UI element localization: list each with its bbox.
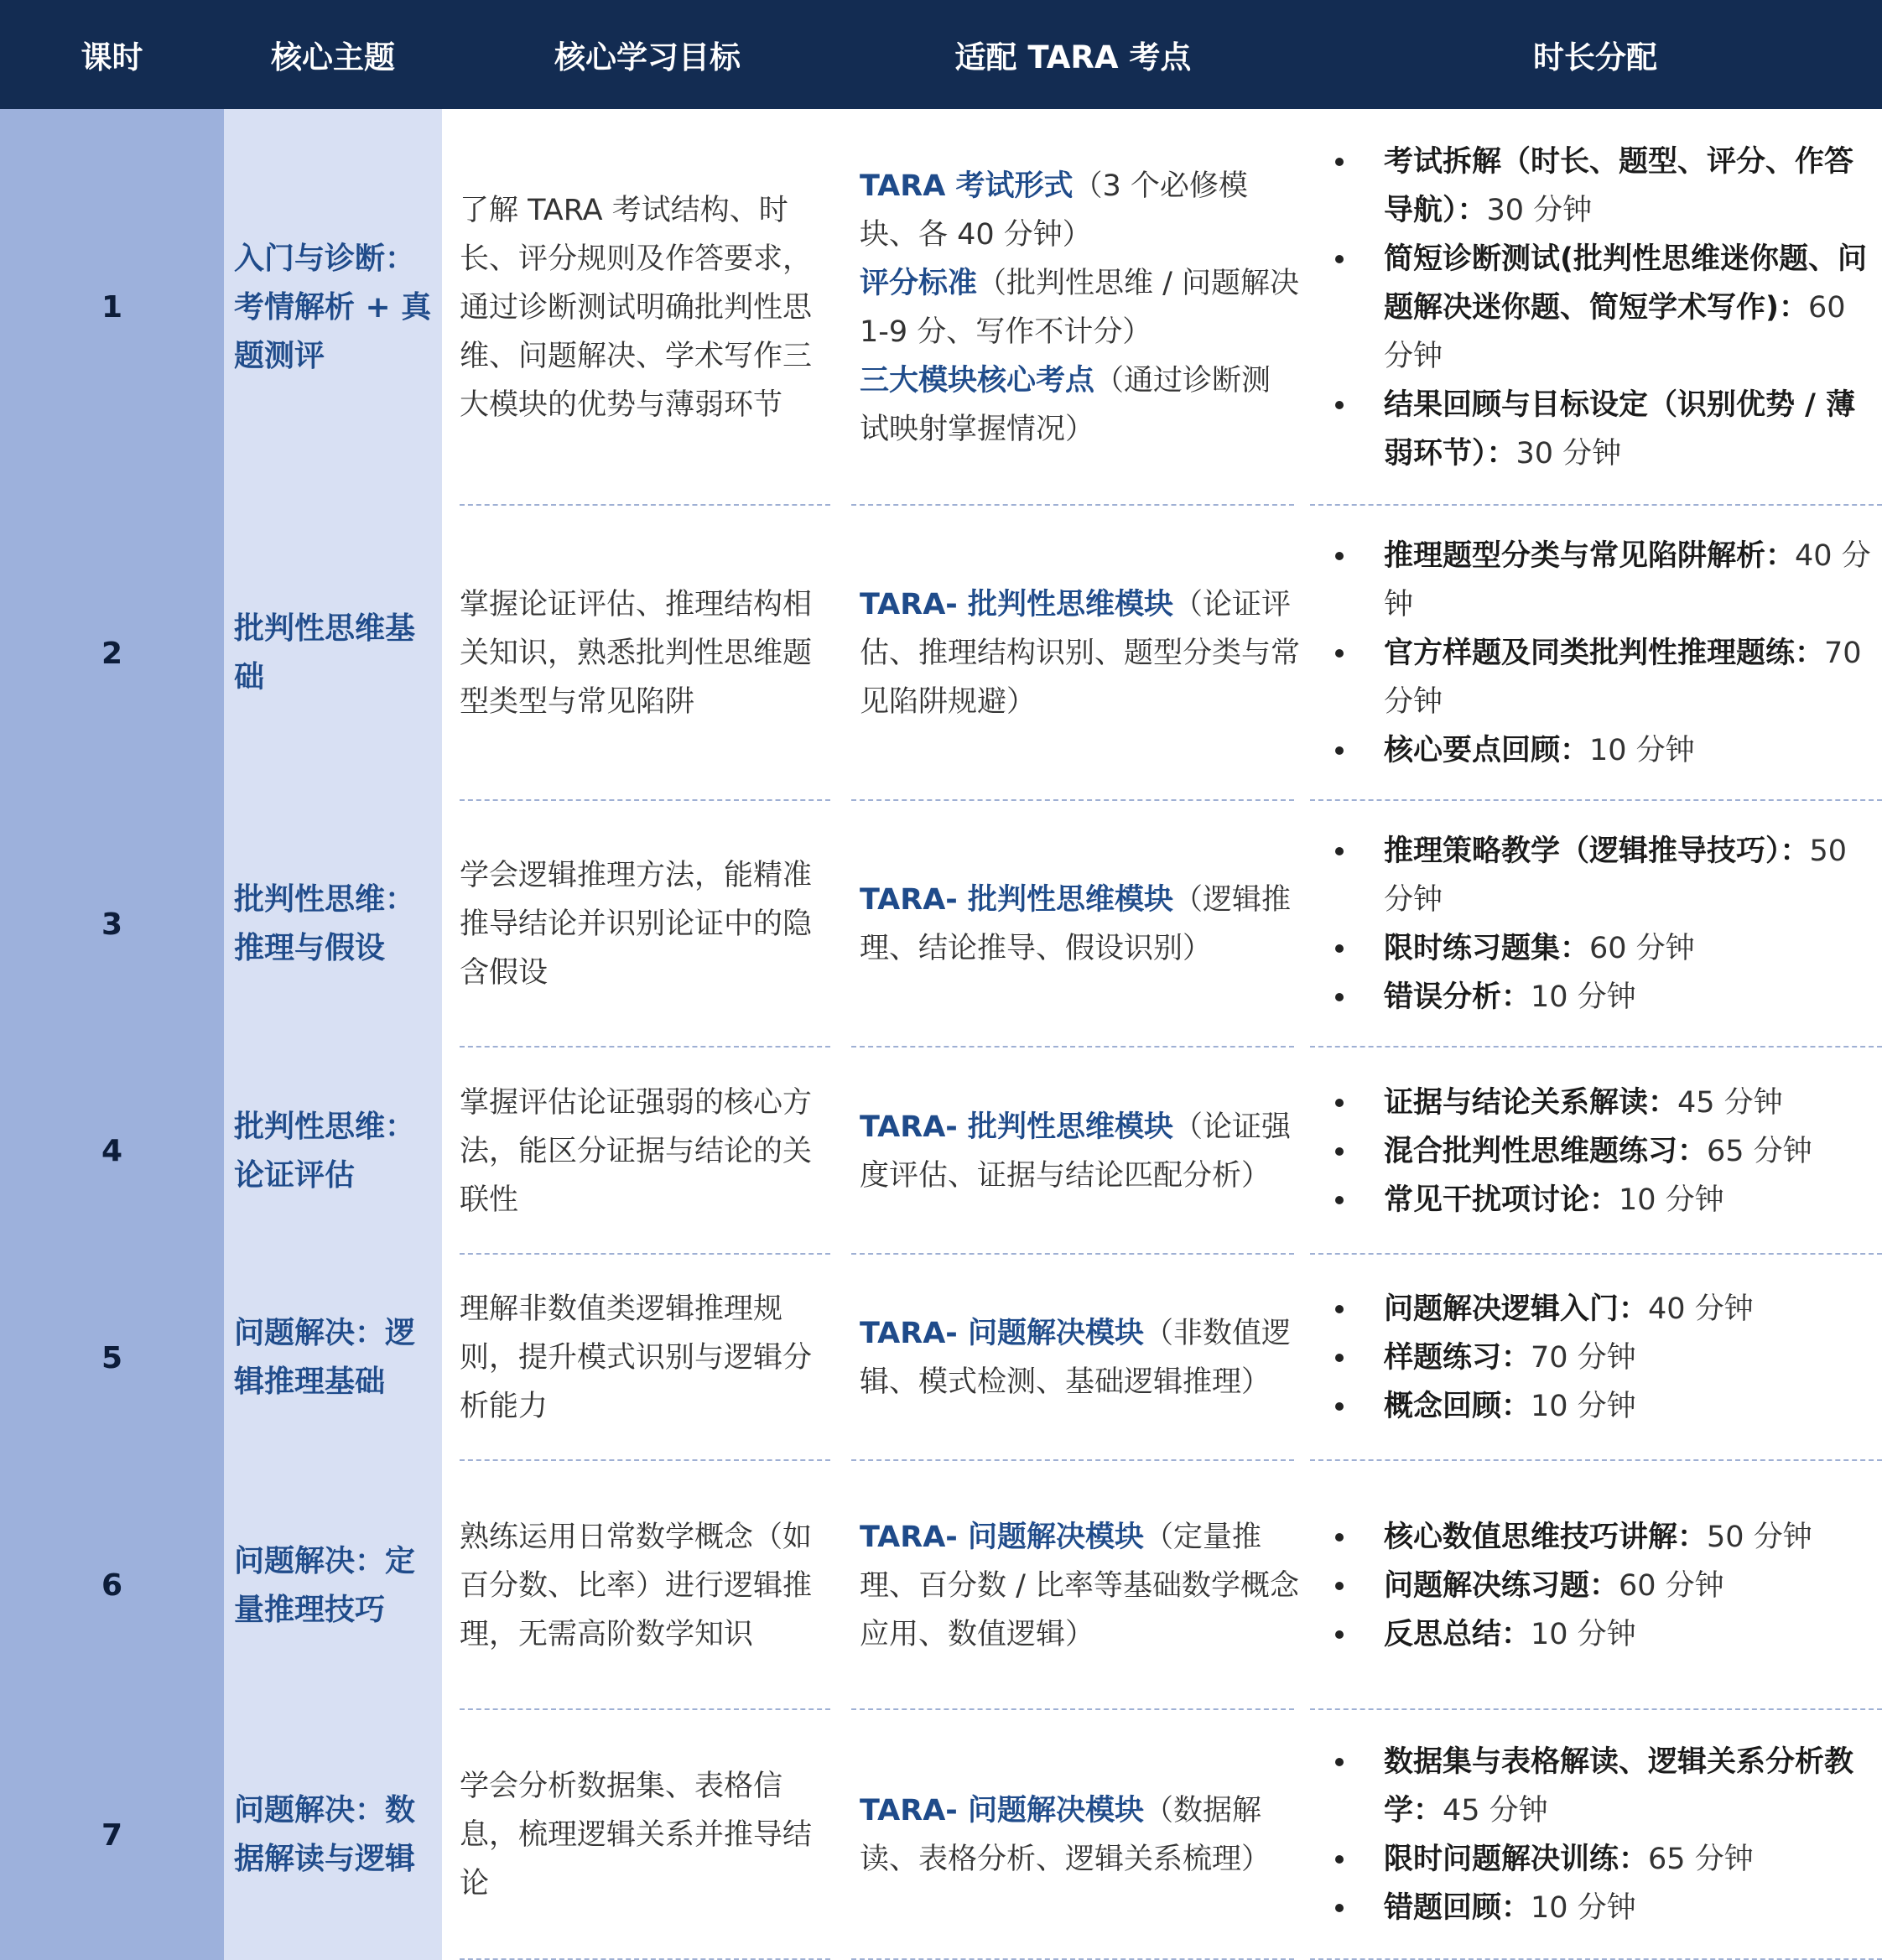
header-tara-points: 适配 TARA 考点: [954, 39, 1192, 75]
topic-text: 问题解决：定量推理技巧: [234, 1543, 416, 1627]
objective-text: 理解非数值类逻辑推理规则，提升模式识别与逻辑分析能力: [460, 1292, 813, 1423]
duration-cell: [1325, 1048, 1874, 1255]
tara-points-cell: [860, 1048, 1300, 1255]
table-row: [0, 109, 1882, 506]
topic-text: 入门与诊断：考情解析 + 真题测评: [234, 241, 432, 373]
bullet-icon: [1335, 1147, 1344, 1156]
duration-list: [1325, 1513, 1874, 1659]
tara-point-title: TARA- 问题解决模块: [860, 1794, 1144, 1827]
objective-text: 熟练运用日常数学概念（如百分数、比率）进行逻辑推理，无需高阶数学知识: [460, 1520, 813, 1651]
bullet-icon: [1335, 255, 1344, 263]
duration-label: 数据集与表格解读、逻辑关系分析教学：: [1384, 1745, 1854, 1827]
duration-item: [1325, 1079, 1874, 1127]
topic-cell: [224, 1461, 442, 1710]
tara-point-desc: （论证强度评估、证据与结论匹配分析）: [860, 1110, 1292, 1193]
duration-label: 考试拆解（时长、题型、评分、作答导航）：: [1384, 144, 1854, 227]
duration-cell: [1325, 1461, 1874, 1710]
duration-label: 限时问题解决训练：: [1384, 1843, 1649, 1876]
duration-item: [1325, 381, 1874, 478]
duration-label: 反思总结：: [1384, 1617, 1531, 1651]
objective-text: 学会分析数据集、表格信息，梳理逻辑关系并推导结论: [460, 1770, 813, 1900]
objective-text: 掌握论证评估、推理结构相关知识，熟悉批判性思维题型类型与常见陷阱: [460, 588, 813, 719]
duration-list: [1325, 1738, 1874, 1932]
tara-point-desc: （非数值逻辑、模式检测、基础逻辑推理）: [860, 1317, 1292, 1399]
table-row: [0, 506, 1882, 801]
duration-list: [1325, 532, 1874, 775]
tara-point: [860, 1103, 1300, 1200]
duration-value: 10 分钟: [1531, 1891, 1636, 1925]
topic-text: 批判性思维基础: [234, 611, 416, 694]
duration-value: 60 分钟: [1589, 932, 1695, 965]
bullet-icon: [1335, 401, 1344, 409]
tara-points-cell: [860, 1255, 1300, 1461]
duration-value: 45 分钟: [1677, 1085, 1783, 1120]
duration-label: 简短诊断测试(批判性思维迷你题、问题解决迷你题、简短学术写作)：: [1384, 242, 1867, 325]
tara-points-cell: [860, 1461, 1300, 1710]
tara-points-cell: [860, 801, 1300, 1048]
bullet-icon: [1335, 1630, 1344, 1639]
tara-points-cell: [860, 506, 1300, 801]
duration-label: 核心要点回顾：: [1384, 734, 1590, 767]
topic-text: 批判性思维：论证评估: [234, 1109, 416, 1193]
duration-cell: [1325, 506, 1874, 801]
duration-value: 70 分钟: [1531, 1341, 1636, 1375]
duration-item: [1325, 629, 1874, 726]
bullet-icon: [1335, 1855, 1344, 1864]
duration-value: 65 分钟: [1648, 1843, 1754, 1876]
duration-item: [1325, 827, 1874, 924]
objective-cell: [460, 1255, 837, 1461]
bullet-icon: [1335, 1305, 1344, 1313]
duration-item: [1325, 973, 1874, 1022]
duration-item: [1325, 1334, 1874, 1382]
tara-point-desc: （逻辑推理、结论推导、假设识别）: [860, 883, 1292, 965]
duration-label: 结果回顾与目标设定（识别优势 / 薄弱环节）：: [1384, 387, 1856, 471]
topic-text: 问题解决：数据解读与逻辑: [234, 1793, 416, 1876]
lesson-number: 6: [0, 1461, 224, 1710]
duration-value: 65 分钟: [1707, 1134, 1812, 1168]
header-objective: 核心学习目标: [554, 39, 741, 75]
duration-label: 问题解决练习题：: [1384, 1568, 1619, 1603]
duration-label: 混合批判性思维题练习：: [1384, 1134, 1708, 1168]
duration-value: 10 分钟: [1531, 1617, 1636, 1651]
lesson-number: 3: [0, 801, 224, 1048]
duration-item: [1325, 924, 1874, 973]
objective-text: 学会逻辑推理方法，能精准推导结论并识别论证中的隐含假设: [460, 859, 813, 990]
duration-item: [1325, 532, 1874, 629]
bullet-icon: [1335, 649, 1344, 658]
table-row: [0, 801, 1882, 1048]
lesson-number: 1: [0, 109, 224, 506]
tara-point: [860, 876, 1300, 973]
topic-cell: [224, 1255, 442, 1461]
bullet-icon: [1335, 1758, 1344, 1766]
objective-cell: [460, 109, 837, 506]
duration-item: [1325, 1738, 1874, 1835]
bullet-icon: [1335, 1533, 1344, 1541]
duration-item: [1325, 726, 1874, 775]
bullet-icon: [1335, 1196, 1344, 1204]
topic-text: 批判性思维：推理与假设: [234, 882, 416, 965]
bullet-icon: [1335, 847, 1344, 855]
bullet-icon: [1335, 552, 1344, 560]
duration-label: 常见干扰项讨论：: [1384, 1183, 1619, 1217]
objective-cell: [460, 1461, 837, 1710]
bullet-icon: [1335, 158, 1344, 166]
bullet-icon: [1335, 1402, 1344, 1411]
duration-item: [1325, 1884, 1874, 1932]
duration-label: 推理策略教学（逻辑推导技巧）：: [1384, 834, 1810, 868]
duration-cell: [1325, 1710, 1874, 1960]
objective-cell: [460, 506, 837, 801]
duration-item: [1325, 1562, 1874, 1610]
duration-list: [1325, 1285, 1874, 1431]
duration-cell: [1325, 109, 1874, 506]
tara-point: [860, 1309, 1300, 1406]
duration-cell: [1325, 801, 1874, 1048]
bullet-icon: [1335, 944, 1344, 953]
tara-point-desc: （定量推理、百分数 / 比率等基础数学概念应用、数值逻辑）: [860, 1520, 1300, 1651]
tara-point-title: TARA- 问题解决模块: [860, 1520, 1144, 1554]
tara-point-title: TARA 考试形式: [860, 169, 1074, 203]
duration-label: 样题练习：: [1384, 1341, 1531, 1375]
duration-value: 40 分钟: [1648, 1292, 1754, 1326]
tara-point-title: TARA- 批判性思维模块: [860, 883, 1173, 917]
objective-cell: [460, 1710, 837, 1960]
duration-item: [1325, 1382, 1874, 1431]
duration-value: 50 分钟: [1384, 834, 1848, 917]
header-topic: 核心主题: [271, 39, 395, 75]
duration-label: 限时练习题集：: [1384, 932, 1590, 965]
header-lesson: 课时: [81, 39, 143, 75]
duration-cell: [1325, 1255, 1874, 1461]
duration-value: 45 分钟: [1443, 1794, 1548, 1827]
duration-label: 错误分析：: [1384, 980, 1531, 1014]
tara-points-cell: [860, 1710, 1300, 1960]
tara-point-title: TARA- 问题解决模块: [860, 1317, 1144, 1350]
duration-item: [1325, 235, 1874, 381]
objective-cell: [460, 801, 837, 1048]
topic-text: 问题解决：逻辑推理基础: [234, 1316, 416, 1399]
tara-point-desc: （论证评估、推理结构识别、题型分类与常见陷阱规避）: [860, 588, 1301, 719]
duration-value: 30 分钟: [1486, 193, 1593, 227]
tara-point: [860, 162, 1300, 259]
duration-item: [1325, 1285, 1874, 1334]
tara-point-desc: （批判性思维 / 问题解决 1-9 分、写作不计分）: [860, 266, 1300, 349]
lesson-number: 7: [0, 1710, 224, 1960]
table-row: [0, 1048, 1882, 1255]
objective-text: 了解 TARA 考试结构、时长、评分规则及作答要求，通过诊断测试明确批判性思维、问题解决、学术写作三大模块的优势与薄弱环节: [460, 193, 813, 422]
duration-value: 10 分钟: [1531, 980, 1636, 1014]
tara-points-cell: [860, 109, 1300, 506]
duration-value: 10 分钟: [1619, 1183, 1724, 1217]
tara-point-desc: （通过诊断测试映射掌握情况）: [860, 363, 1271, 446]
duration-value: 50 分钟: [1707, 1520, 1812, 1554]
tara-point: [860, 1786, 1300, 1884]
tara-point-title: 评分标准: [860, 266, 978, 300]
tara-point-title: 三大模块核心考点: [860, 363, 1095, 398]
bullet-icon: [1335, 1904, 1344, 1912]
duration-item: [1325, 1835, 1874, 1884]
tara-point-desc: （3 个必修模块、各 40 分钟）: [860, 169, 1248, 252]
duration-label: 推理题型分类与常见陷阱解析：: [1384, 539, 1796, 573]
tara-point: [860, 580, 1300, 726]
table-header: [0, 0, 1882, 109]
topic-cell: [224, 801, 442, 1048]
header-duration: 时长分配: [1533, 39, 1657, 75]
duration-label: 概念回顾：: [1384, 1390, 1531, 1423]
objective-cell: [460, 1048, 837, 1255]
bullet-icon: [1335, 1582, 1344, 1590]
duration-item: [1325, 1127, 1874, 1176]
tara-point: [860, 356, 1300, 454]
duration-label: 官方样题及同类批判性推理题练：: [1384, 637, 1825, 670]
duration-item: [1325, 1610, 1874, 1659]
duration-label: 错题回顾：: [1384, 1891, 1531, 1925]
lesson-number: 2: [0, 506, 224, 801]
tara-point: [860, 259, 1300, 356]
duration-item: [1325, 138, 1874, 235]
tara-point-desc: （数据解读、表格分析、逻辑关系梳理）: [860, 1794, 1271, 1876]
duration-value: 30 分钟: [1515, 436, 1622, 471]
tara-point-title: TARA- 批判性思维模块: [860, 588, 1173, 621]
duration-label: 核心数值思维技巧讲解：: [1384, 1520, 1708, 1554]
duration-list: [1325, 827, 1874, 1022]
duration-value: 10 分钟: [1531, 1390, 1636, 1423]
tara-point-title: TARA- 批判性思维模块: [860, 1110, 1173, 1144]
duration-item: [1325, 1176, 1874, 1224]
topic-cell: [224, 109, 442, 506]
duration-value: 70 分钟: [1384, 637, 1862, 719]
duration-value: 60 分钟: [1619, 1568, 1724, 1603]
duration-value: 40 分钟: [1384, 539, 1871, 621]
tara-point: [860, 1513, 1300, 1659]
topic-cell: [224, 1048, 442, 1255]
topic-cell: [224, 506, 442, 801]
topic-cell: [224, 1710, 442, 1960]
duration-list: [1325, 1079, 1874, 1224]
objective-text: 掌握评估论证强弱的核心方法，能区分证据与结论的关联性: [460, 1085, 813, 1217]
duration-value: 10 分钟: [1589, 734, 1695, 767]
duration-value: 60 分钟: [1384, 290, 1846, 373]
table-row: [0, 1461, 1882, 1710]
table-row: [0, 1710, 1882, 1960]
duration-label: 问题解决逻辑入门：: [1384, 1292, 1649, 1326]
duration-label: 证据与结论关系解读：: [1384, 1085, 1678, 1120]
bullet-icon: [1335, 1354, 1344, 1362]
duration-item: [1325, 1513, 1874, 1562]
bullet-icon: [1335, 746, 1344, 755]
lesson-number: 5: [0, 1255, 224, 1461]
bullet-icon: [1335, 993, 1344, 1001]
bullet-icon: [1335, 1099, 1344, 1107]
table-row: [0, 1255, 1882, 1461]
lesson-number: 4: [0, 1048, 224, 1255]
duration-list: [1325, 138, 1874, 478]
